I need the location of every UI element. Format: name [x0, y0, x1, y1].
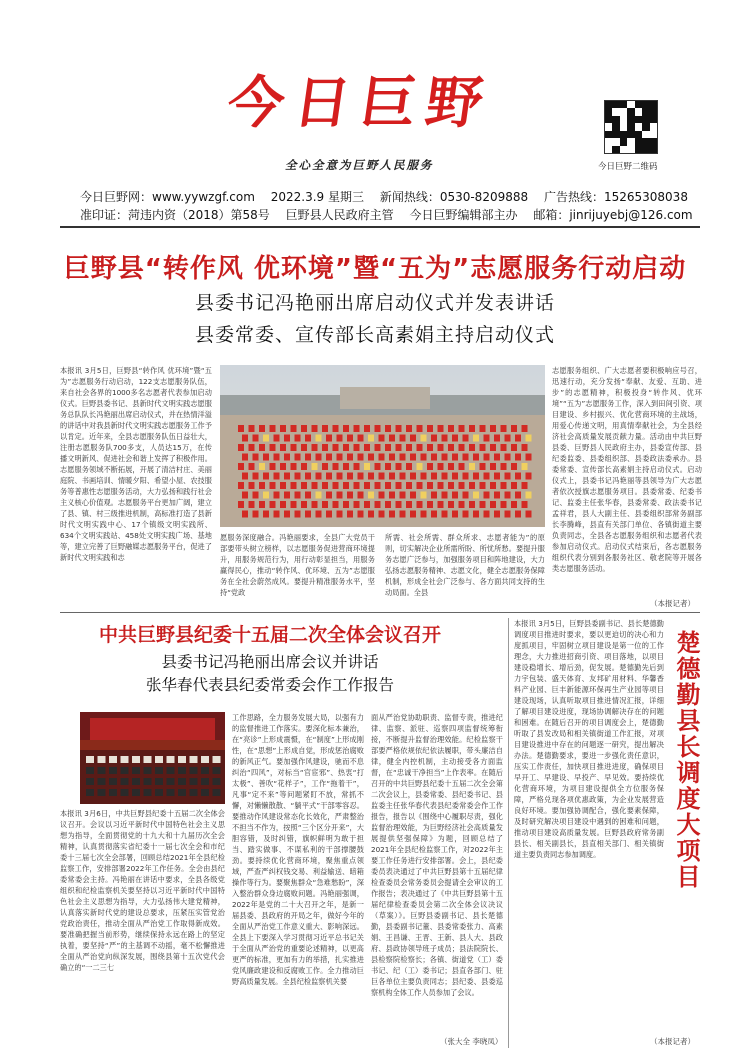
print-permit: 准印证：菏违内资（2018）第58号	[80, 208, 270, 222]
story1-column-4: 志愿服务组织、广大志愿者要积极响应号召，迅速行动，充分发扬“奉献、友爱、互助、进步”的志愿精神，积极投身“转作风、优环境”“五为”志愿服务工作，深入到田间引资、项目建设、乡村振兴、优化营商环境的主战场，用爱心传递文明，用真情奉献社会，为全县经济社会高质量发展贡献力量。活动由中共巨野县委、巨野县人民政府主办，县委宣传部、县纪委监委、县委组织部、县委政法委承办。县委常委、宣传部长高素娟主持启动仪式。启动仪式上，县委书记冯艳丽等县领导为广大志愿者依次授旗志愿服务项目。县委常委、纪委书记、监委主任张华春，县委常委、政法委书记孟祥君，县人大副主任、县委组织部常务副部长李腾峰，县直有关部门单位、各镇街道主要负责同志，全县各志愿服务组织和志愿者代表参加启动仪式。启动仪式结束后，各志愿服务组织代表分别到各服务社区、敬老院等开展各类志愿服务活动。	[552, 366, 702, 573]
qr-caption: 今日巨野二维码	[598, 162, 658, 172]
info-bar-row-2	[80, 206, 705, 223]
story3-byline: （本报记者）	[650, 1037, 695, 1046]
section-divider	[60, 612, 700, 613]
website-link[interactable]: 今日巨野网：www.yywzgf.com	[80, 190, 255, 204]
story1-headline: 巨野县“转作风 优环境”暨“五为”志愿服务行动启动	[63, 254, 687, 284]
sponsor: 巨野县人民政府主管	[285, 208, 394, 222]
story1-column-2: 愿服务深度融合。冯艳丽要求，全县广大党员干部要带头树立榜样，以志愿服务促进营商环境提升，用服务规范行为，用行动彰显担当，用服务赢得民心，推动“转作风、优环境、五为”志愿服务在全社会蔚然成风。要提升精准服务水平，坚持“党政	[220, 533, 375, 597]
story2-headline: 中共巨野县纪委十五届二次全体会议召开	[98, 624, 441, 646]
story1-byline: （本报记者）	[650, 599, 695, 608]
story2-column-3: 面从严治党协助职责、监督专责，推进纪律、监察、派驻、巡察四项监督统筹衔接，不断提升监督治理效能。纪检监察干部要严格依规依纪依法履职，带头廉洁自律，健全内控机制，主动接受各方面监督，在“忠诚干净担当”上作表率。在随后召开的中共巨野县纪委十五届二次全会第二次会议上，县委常委、县纪委书记、县监委主任张华春代表县纪委常委会作工作报告，报告以《围绕中心履职尽责，强化监督治理效能，为巨野经济社会高质量发展提供坚强保障》为题，回顾总结了2021年全县纪检监察工作，对2022年主要工作任务进行安排部署。会上，县纪委委员表决通过了中共巨野县第十五届纪律检查委员会常务委员会提请全会审议的工作报告；表决通过了《中共巨野县第十五届纪律检查委员会第二次全体会议决议（草案）》。巨野县委副书记、县长楚德勤，县委副书记董、县委常委张力、高素娟、王昌谦、王晋、王新、县人大、县政府、县政协领导班子成员；县法院院长、县检察院检察长；各镇、街道党（工）委书记、纪（工）委书记；县直各部门、驻巨各单位主要负责同志；县纪委、县委巡察机构全体工作人员参加了会议。	[371, 713, 503, 997]
story1-subheadline-2: 县委常委、宣传部长高素娟主持启动仪式	[194, 324, 555, 346]
story3-vertical-headline: 楚德勤县长调度大项目	[672, 630, 700, 890]
story2-column-1: 本报讯 3月6日，中共巨野县纪委十五届二次全体会议召开。会议以习近平新时代中国特色社会主义思想为指导，全面贯彻党的十九大和十九届历次全会精神，认真贯彻落实省纪委十一届七次全会和市纪委十三届七次全会部署，回顾总结2021年全县纪检监察工作，安排部署2022年工作任务。全会由县纪委常委会主持。冯艳丽在讲话中要求，全县各级党组织和纪检监察机关要坚持以习近平新时代中国特色社会主义思想为指导，大力弘扬伟大建党精神，认真落实新时代党的建设总要求，压紧压实管党治党政治责任，推动全面从严治党工作取得新成效。要准确把握当前形势，继续保持永远在路上的坚定执着，要坚持“严”的主基调不动摇，毫不松懈推进全面从严治党向纵深发展，围绕县第十五次党代会确立的“一二三七	[60, 809, 225, 972]
meeting-hall-image	[80, 712, 225, 804]
issue-date: 2022.3.9 星期三	[270, 190, 364, 204]
story2-subheadline-2: 张华春代表县纪委常委会作工作报告	[145, 676, 394, 694]
story2-subheadline-1: 县委书记冯艳丽出席会议并讲话	[161, 653, 379, 671]
story2-byline: （张大全 李晓凤）	[440, 1037, 503, 1046]
news-hotline: 新闻热线：0530-8209888	[379, 190, 529, 204]
story1-subheadline-1: 县委书记冯艳丽出席启动仪式并发表讲话	[194, 292, 555, 314]
qr-code-icon	[604, 100, 658, 154]
email-link[interactable]: 邮箱：jinrijuyebj@126.com	[533, 208, 693, 222]
story2-photo	[80, 712, 225, 804]
ad-hotline: 广告热线：15265308038	[543, 190, 688, 204]
header-divider	[60, 226, 700, 228]
story2-column-2: 工作思路，全力服务发展大局，以强有力的监督推进工作落实。要深化标本兼治，在“亮诊”上形成震慑，在“制度”上形成刚性，在“思想”上形成自觉，形成惩治腐败的新风正气。要加强作风建设，驰而不息纠治“四风”，对标当“官宦邪”、热衷“打太极”、善吹“花样子”，工作“拖着干”，凡事“定不来”等问题紧盯不放，常抓不懈，对懒懒散散、“躺平式”干部零容忍。要推动作风建设常态化长效化，严肃整治不担当不作为，按照“三个区分开来”，大胆容错，及时纠错，旗帜鲜明为敢于担当、踏实做事、不谋私利的干部撑腰鼓劲。要持续优化营商环境，聚焦重点领域，严查严纠权钱交易、利益输送、暗箱操作等行为。要聚焦群众“急难愁盼”，深入整治群众身边腐败问题。冯艳丽强调，2022年是党的二十大召开之年，是新一届县委、县政府的开局之年，做好今年的全面从严治党工作意义重大、影响深远。全县上下要深入学习贯彻习近平总书记关于全面从严治党的重要论述精神，以更高更严的标准，更加有力的举措，扎实推进党风廉政建设和反腐败工作。全力推动巨野高质量发展。全县纪检监察机关要	[232, 713, 364, 986]
column-divider	[508, 618, 509, 1048]
story1-photo	[220, 365, 545, 527]
info-bar-row-1	[80, 188, 700, 205]
volunteer-rally-image	[220, 365, 545, 527]
editor-unit: 今日巨野编辑部主办	[409, 208, 518, 222]
newspaper-logo: 今日巨野	[223, 71, 497, 136]
story1-column-3: 所需、社会所需、群众所求、志愿者能为”的原则，切实解决企业所需所盼、所忧所愁。要提升服务志愿广泛参与，加强服务项目和阵地建设，大力弘扬志愿服务精神、志愿文化，健全志愿服务保障机制，形成全社会广泛参与、各方面共同支持的生动局面。全县	[385, 533, 545, 597]
masthead-slogan: 全心全意为巨野人民服务	[285, 158, 434, 172]
masthead	[0, 0, 750, 200]
story1-column-1: 本报讯 3月5日，巨野县“转作风 优环境”暨“五为”志愿服务行动启动，122支志愿服务队伍，来自社会各界的1000多名志愿者代表参加启动仪式。巨野县委书记、县新时代文明实践志愿服务总队队长冯艳丽出席启动仪式，并在热情洋溢的讲话中对我县新时代文明实践志愿服务工作予以肯定。近年来，全县志愿服务队伍日益壮大，注册志愿服务队700多支，人员达15万，在传播文明新风、促进社会和谐上发挥了积极作用。志愿服务领域不断拓展，开展了清洁村庄、美丽庭院、书画培训、情暖夕阳、希望小屋、农技服务等普惠性志愿服务活动，大力弘扬和践行社会主义核心价值观。志愿服务平台更加广阔，建立了县、镇、村三级推进机制，高标准打造了县新时代文明实践中心、17个镇级文明实践所、634个文明实践站、458处文明实践广场、基地等，建立完善了巨野融媒志愿服务平台，促进了新时代文明实践和志	[60, 366, 212, 562]
story3-column-1: 本报讯 3月5日，巨野县委副书记、县长楚德勤调度项目推进时要求，要以更迫切的决心和力度抓项目，牢固树立项目建设是第一位的工作理念，大力推进招商引资、项目落地，以项目建设稳增长、增后劲，促发展。楚德勤先后到力宇包装、盛天体育、友邦矿用材料、华馨香料产业园、巨丰新能源环保再生产业园等项目建设现场，认真听取项目推进情况汇报，详细了解项目建设进度，现场协调解决存在的问题和困难。在随后召开的项目调度会上，楚德勤听取了县发改局和相关镇街道工作汇报，对项目建设推进中存在的问题逐一研究，提出解决办法。楚德勤要求，要进一步强化责任意识，压实工作责任，加快项目推进进度，确保项目早开工、早建设、早投产、早见效。要持续优化营商环境，为项目建设提供全方位服务保障，严格兑现各项优惠政策，为企业发展营造良好环境。要加强协调配合，强化要素保障，及时研究解决项目建设中遇到的困难和问题，推动项目建设高质量发展。巨野县政府常务副县长、相关副县长，县直相关部门、相关镇街道主要负责同志参加调度。	[514, 619, 664, 859]
